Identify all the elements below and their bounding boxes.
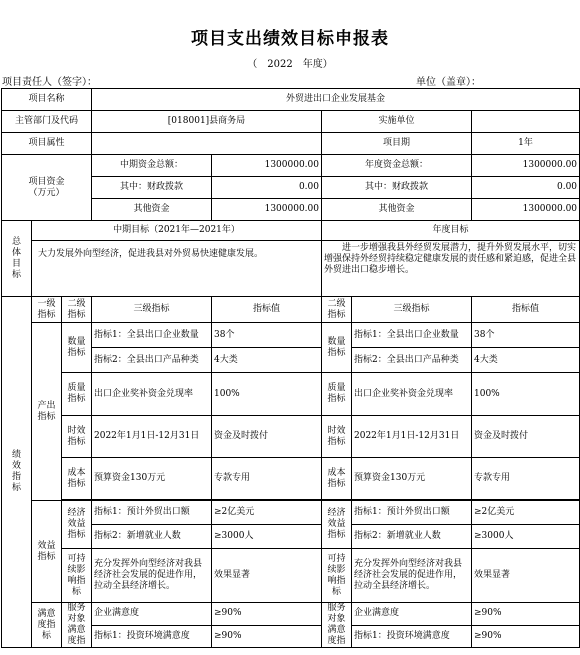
table-row: 指标2：全县出口产品种类 xyxy=(352,348,472,373)
table-row: 充分发挥外向型经济对我县经济社会发展的促进作用，拉动全县经济增长。 xyxy=(352,549,472,603)
table-row: 指标2：新增就业人数 xyxy=(352,525,472,549)
mid-total-value: 1300000.00 xyxy=(212,155,322,177)
table-row: 指标1：全县出口企业数量 xyxy=(92,323,212,348)
year-other-value: 1300000.00 xyxy=(472,199,580,221)
table-row: 企业满意度 xyxy=(92,603,212,626)
table-row: ≥3000人 xyxy=(472,525,580,549)
table-row: 预算资金130万元 xyxy=(352,458,472,500)
table-row: 专款专用 xyxy=(472,458,580,500)
economic-indicator-label: 经济 效益 指标 xyxy=(62,501,92,549)
impl-unit-label: 实施单位 xyxy=(322,111,472,133)
table-row: 资金及时拨付 xyxy=(472,416,580,458)
cost-indicator-label-right: 成本 指标 xyxy=(322,458,352,500)
year-line: （ 2022 年度） xyxy=(247,59,333,70)
table-row: 指标1：预计外贸出口额 xyxy=(352,501,472,525)
table-row: 专款专用 xyxy=(212,458,322,500)
dept-label: 主管部门及代码 xyxy=(2,111,92,133)
project-name-label: 项目名称 xyxy=(2,89,92,111)
sustain-indicator-label-right: 可持 续影 响指 标 xyxy=(322,549,352,603)
year-total-value: 1300000.00 xyxy=(472,155,580,177)
table-row: 指标1：投资环境满意度 xyxy=(92,625,212,648)
mid-other-label: 其他资金 xyxy=(92,199,212,221)
table-row: ≥90% xyxy=(472,603,580,626)
table-row: ≥2亿美元 xyxy=(472,501,580,525)
mid-goal-head: 中期目标（2021年—2021年） xyxy=(32,221,322,241)
quality-indicator-label-right: 质量 指标 xyxy=(322,373,352,416)
mid-other-value: 1300000.00 xyxy=(212,199,322,221)
economic-indicator-label-right: 经济 效益 指标 xyxy=(322,501,352,549)
quality-indicator-label: 质量 指标 xyxy=(62,373,92,416)
table-row: ≥90% xyxy=(212,603,322,626)
table-row: 资金及时拨付 xyxy=(212,416,322,458)
indicators-section-label: 绩 效 指 标 xyxy=(2,297,32,648)
table-row: 指标1：全县出口企业数量 xyxy=(352,323,472,348)
level3-header: 三级指标 xyxy=(92,297,212,323)
service-indicator-label-right: 服务 对象 满意 度指 xyxy=(322,603,352,648)
performance-table xyxy=(1,88,580,648)
table-row: ≥90% xyxy=(472,625,580,648)
table-row: 指标2：全县出口产品种类 xyxy=(92,348,212,373)
quantity-indicator-label: 数量 指标 xyxy=(62,323,92,373)
mid-goal-text: 大力发展外向型经济，促进我县对外贸易快速健康发展。 xyxy=(32,241,322,297)
timeliness-indicator-label-right: 时效 指标 xyxy=(322,416,352,458)
level2-header: 二级 指标 xyxy=(62,297,92,323)
table-row: 4大类 xyxy=(472,348,580,373)
attr-value xyxy=(92,133,322,155)
table-row: 38个 xyxy=(212,323,322,348)
table-row: 100% xyxy=(472,373,580,416)
table-row: ≥3000人 xyxy=(212,525,322,549)
level1-header: 一级 指标 xyxy=(32,297,62,323)
satisfaction-indicator-label: 满意 度指 标 xyxy=(32,603,62,648)
table-row: 指标1：预计外贸出口额 xyxy=(92,501,212,525)
table-row: 2022年1月1日-12月31日 xyxy=(352,416,472,458)
mid-fiscal-value: 0.00 xyxy=(212,177,322,199)
table-row: 企业满意度 xyxy=(352,603,472,626)
value-header: 指标值 xyxy=(212,297,322,323)
year-fiscal-label: 其中：财政拨款 xyxy=(322,177,472,199)
responsible-label: 项目责任人（签字）： xyxy=(2,77,97,88)
year-fiscal-value: 0.00 xyxy=(472,177,580,199)
year-goal-head: 年度目标 xyxy=(322,221,580,241)
sustain-indicator-label: 可持 续影 响指 标 xyxy=(62,549,92,603)
table-row: 4大类 xyxy=(212,348,322,373)
mid-fiscal-label: 其中：财政拨款 xyxy=(92,177,212,199)
year-total-label: 年度资金总额： xyxy=(322,155,472,177)
year-goal-text: 进一步增强我县外经贸发展潜力，提升外贸发展水平，切实增强保持外经贸持续稳定健康发展的责任感和紧迫感，促进全县外贸进出口稳步增长。 xyxy=(322,241,580,297)
output-indicator-label: 产出 指标 xyxy=(32,323,62,501)
period-label: 项目期 xyxy=(322,133,472,155)
period-value: 1年 xyxy=(472,133,580,155)
table-row: 指标2：新增就业人数 xyxy=(92,525,212,549)
service-indicator-label: 服务 对象 满意 度指 xyxy=(62,603,92,648)
project-name-value: 外贸进出口企业发展基金 xyxy=(92,89,580,111)
table-row: ≥2亿美元 xyxy=(212,501,322,525)
table-row: 效果显著 xyxy=(212,549,322,603)
level3-header-right: 三级指标 xyxy=(352,297,472,323)
attr-label: 项目属性 xyxy=(2,133,92,155)
unit-label: 单位（盖章）： xyxy=(416,77,481,88)
table-row: ≥90% xyxy=(212,625,322,648)
table-row: 充分发挥外向型经济对我县经济社会发展的促进作用，拉动全县经济增长。 xyxy=(92,549,212,603)
page-title: 项目支出绩效目标申报表 xyxy=(191,29,389,49)
table-row: 2022年1月1日-12月31日 xyxy=(92,416,212,458)
table-row: 38个 xyxy=(472,323,580,348)
timeliness-indicator-label: 时效 指标 xyxy=(62,416,92,458)
table-row: 预算资金130万元 xyxy=(92,458,212,500)
mid-total-label: 中期资金总额： xyxy=(92,155,212,177)
funds-label: 项目资金 （万元） xyxy=(2,155,92,221)
dept-value: [018001]县商务局 xyxy=(92,111,322,133)
level2-header-right: 二级 指标 xyxy=(322,297,352,323)
overall-goal-label: 总 体 目 标 xyxy=(2,221,32,297)
year-other-label: 其他资金 xyxy=(322,199,472,221)
impl-unit-value xyxy=(472,111,580,133)
table-row: 出口企业奖补资金兑现率 xyxy=(92,373,212,416)
benefit-indicator-label: 效益 指标 xyxy=(32,501,62,603)
table-row: 指标1：投资环境满意度 xyxy=(352,625,472,648)
table-row: 100% xyxy=(212,373,322,416)
table-row: 效果显著 xyxy=(472,549,580,603)
table-row: 出口企业奖补资金兑现率 xyxy=(352,373,472,416)
value-header-right: 指标值 xyxy=(472,297,580,323)
quantity-indicator-label-right: 数量 指标 xyxy=(322,323,352,373)
cost-indicator-label: 成本 指标 xyxy=(62,458,92,500)
